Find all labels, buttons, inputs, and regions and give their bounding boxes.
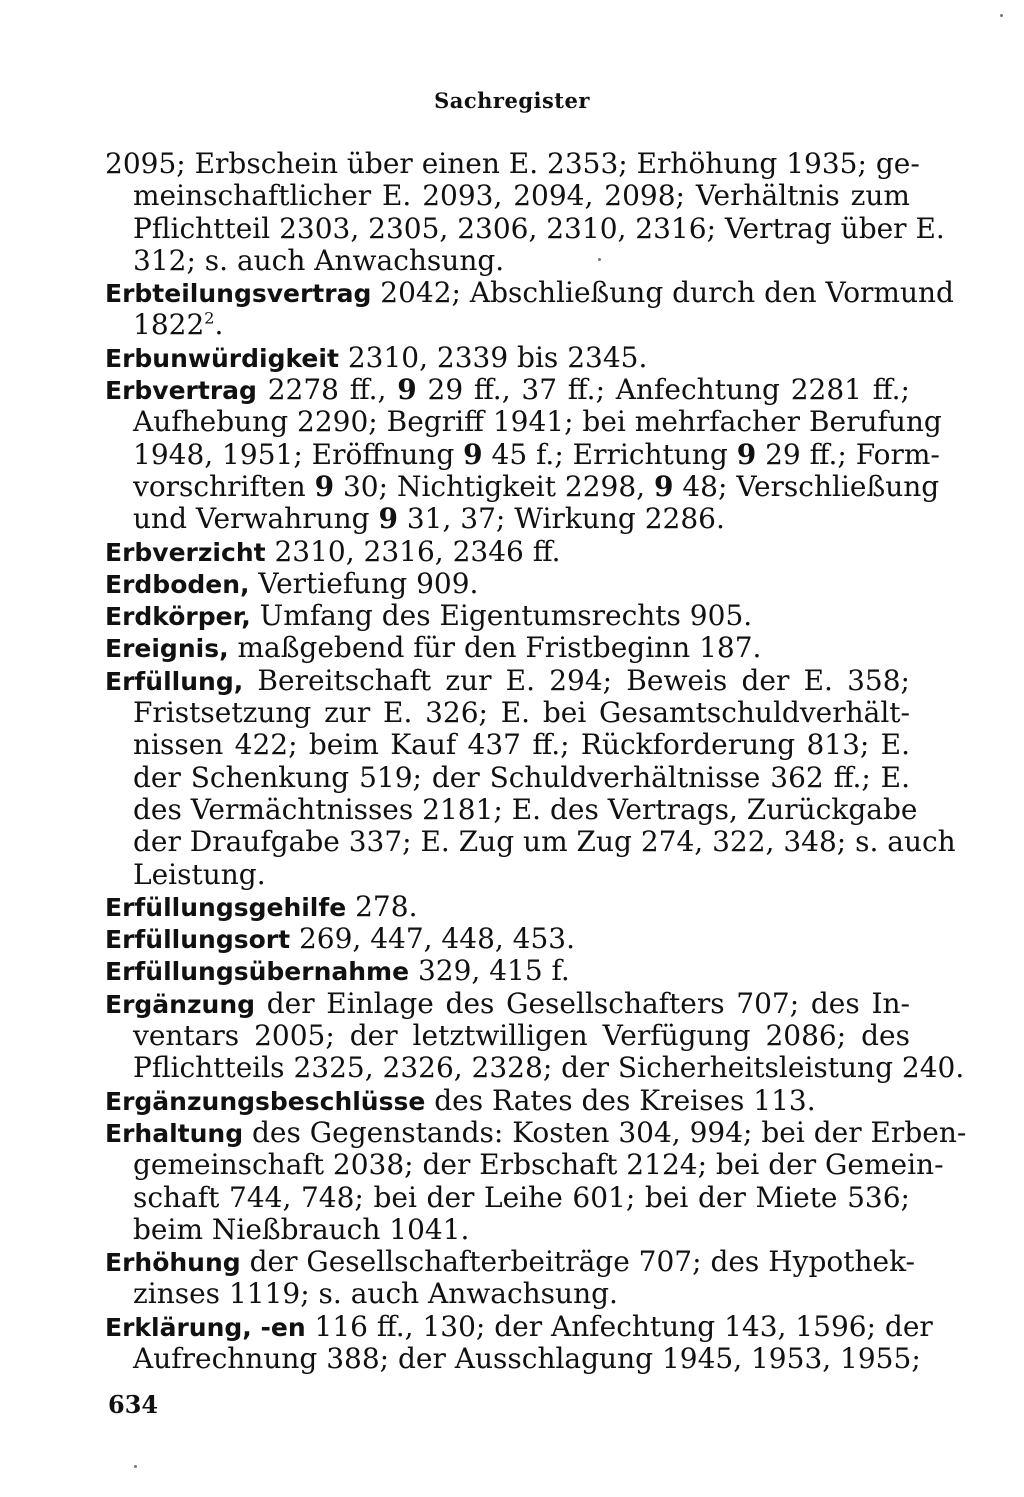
index-entry-line [105,988,910,1020]
index-text: Vertiefung 909. [249,566,479,600]
index-continuation-line [105,503,910,535]
index-continuation-line [105,309,910,341]
index-text: der Schenkung 519; der Schuldverhältnisse 362 ff.; E. [133,760,910,794]
index-entry-line [105,342,910,374]
index-text: des Rates des Kreises 113. [425,1083,816,1117]
index-keyword: Erfüllungsübernahme [105,957,410,987]
index-text: zinses 1119; s. auch Anwachsung. [133,1277,618,1311]
index-continuation-line [105,180,910,212]
index-continuation-line [105,469,940,503]
index-continuation-line [105,1214,910,1246]
index-text: Leistung. [133,857,266,891]
index-text: der Draufgabe 337; E. Zug um Zug 274, 322, 348; s. auch [133,825,956,859]
index-text: . [214,308,224,342]
index-text: der Einlage des Gesellschafters 707; des In- [255,986,910,1020]
index-continuation-line [105,859,910,891]
scan-speck [134,1465,137,1468]
index-text: 31, 37; Wirkung 2286. [397,502,725,536]
index-keyword: Erdkörper, [105,602,251,632]
index-text: 116 ff., 130; der Anfechtung 143, 1596; der [305,1309,933,1343]
index-keyword: Erfüllungsgehilfe [105,892,347,922]
index-continuation-line [105,211,945,245]
index-text: beim Nießbrauch 1041. [133,1212,470,1246]
index-text: gemeinschaft 2038; der Erbschaft 2124; bei der Gemein- [133,1148,944,1182]
index-continuation-line [105,1148,944,1182]
index-keyword: Erbunwürdigkeit [105,343,339,373]
index-entry-line [105,923,910,955]
index-entry-line [105,276,954,310]
index-text: 9 [463,437,483,471]
index-text: Umfang des Eigentumsrechts 905. [250,599,753,633]
index-entry-line [105,374,910,406]
index-text: 9 [397,373,417,407]
index-text: 1822 [133,308,205,342]
index-continuation-line [105,437,940,471]
index-entry-line [105,632,910,664]
index-text: 2278 ff., [256,373,398,407]
index-keyword: Erbvertrag [105,376,257,406]
index-entry-line [105,665,910,697]
index-text: 2310, 2339 bis 2345. [338,340,648,374]
index-entry-line [105,1245,916,1279]
index-text: des Vermächtnisses 2181; E. des Vertrags, Zurückgabe [133,792,918,826]
index-text: und Verwahrung [133,502,379,536]
index-continuation-line [105,1278,910,1310]
index-entry-line [105,568,910,600]
index-keyword: Erklärung, -en [105,1312,306,1342]
index-entry-line [105,600,910,632]
index-text: 9 [378,502,398,536]
index-text: maßgebend für den Fristbeginn 187. [228,631,762,665]
index-text: 329, 415 f. [409,954,570,988]
index-text: 2310, 2316, 2346 ff. [265,534,561,568]
index-text: 30; Nichtigkeit 2298, [334,469,654,503]
index-entry-line [105,955,910,987]
index-continuation-line [105,825,956,859]
index-text: 45 f.; Errichtung [482,437,737,471]
index-text: schaft 744, 748; bei der Leihe 601; bei der Miete 536; [133,1180,910,1214]
index-text: Bereitschaft zur E. 294; Beweis der E. 358; [243,663,910,697]
index-continuation-line [105,792,918,826]
index-continuation-line [105,147,920,180]
index-text: meinschaftlicher E. 2093, 2094, 2098; Verhältnis zum [133,179,910,213]
index-text: 312; s. auch Anwachsung. [133,243,505,277]
index-continuation-line [105,762,910,794]
index-keyword: Ergänzung [105,989,256,1019]
scan-speck [1000,14,1003,17]
index-text: Pflichtteil 2303, 2305, 2306, 2310, 2316; Vertrag über E. [133,211,945,245]
index-keyword: Erdboden, [105,569,250,599]
scan-speck [598,258,601,261]
index-entry-line [105,536,910,568]
index-entry-line [105,1115,967,1149]
index-keyword: Ergänzungsbeschlüsse [105,1086,426,1116]
index-text: 1948, 1951; Eröffnung [133,437,464,471]
index-keyword: Erfüllungsort [105,925,291,955]
index-text: 29 ff.; Form- [756,437,940,471]
index-continuation-line [105,1341,921,1375]
index-keyword: Erbteilungsvertrag [105,279,372,309]
index-text: der Gesellschafterbeiträge 707; des Hypothek- [240,1245,916,1279]
index-text: 269, 447, 448, 453. [290,922,576,956]
index-continuation-line [105,697,910,729]
index-keyword: Erfüllung, [105,666,244,696]
index-text: 29 ff., 37 ff.; Anfechtung 2281 ff.; [416,373,910,407]
index-text: Aufrechnung 388; der Ausschlagung 1945, 1953, 1955; [133,1341,921,1375]
index-text: vorschriften [133,469,315,503]
index-text: 9 [653,469,674,503]
index-keyword: Erhaltung [105,1118,244,1148]
index-continuation-line [105,729,910,761]
index-text: 48; Verschließung [673,469,940,503]
index-text: Pflichtteils 2325, 2326, 2328; der Sicherheitsleistung 240. [133,1051,965,1085]
index-continuation-line [105,1182,910,1214]
index-entry-line [105,1085,910,1117]
index-text: 2042; Abschließung durch den Vormund [371,276,954,310]
index-keyword: Erhöhung [105,1248,241,1278]
index-continuation-line [105,405,942,439]
index-text: Aufhebung 2290; Begriff 1941; bei mehrfacher Berufung [133,405,942,439]
index-continuation-line [105,245,910,277]
index-text: nissen 422; beim Kauf 437 ff.; Rückforderung 813; E. [133,728,910,762]
index-keyword: Ereignis, [105,634,229,664]
index-text: des Gegenstands: Kosten 304, 994; bei der Erben- [243,1115,967,1149]
index-continuation-line [105,1020,910,1052]
index-keyword: Erbverzicht [105,537,266,567]
index-text: 9 [736,437,757,471]
index-text: Fristsetzung zur E. 326; E. bei Gesamtschuldverhält- [133,696,910,730]
page-header: Sachregister [434,88,590,113]
index-text: 2 [204,309,215,329]
index-text-block [105,147,967,1375]
index-text: ventars 2005; der letztwilligen Verfügung 2086; des [133,1019,910,1053]
index-text: 278. [346,889,418,923]
index-entry-line [105,891,910,923]
index-text: 2095; Erbschein über einen E. 2353; Erhöhung 1935; ge- [105,147,920,180]
index-entry-line [105,1309,933,1343]
page-number: 634 [108,1390,159,1419]
index-text: 9 [314,469,335,503]
index-continuation-line [105,1051,965,1085]
